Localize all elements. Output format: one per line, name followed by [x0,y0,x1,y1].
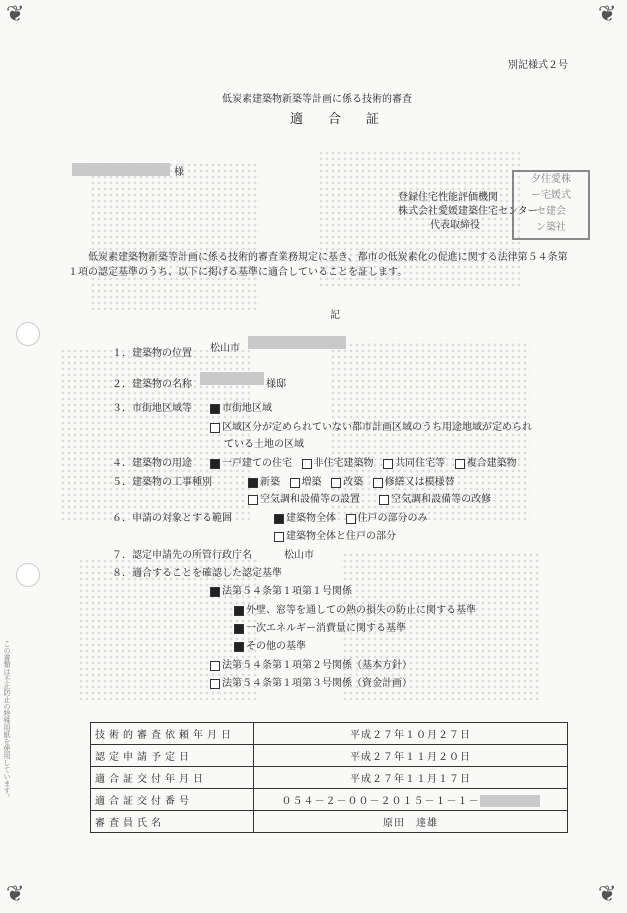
item6-options: 建築物全体 住戸の部分のみ [274,509,428,524]
item8-s3: 法第５４条第１項第３号関係（資金計画） [210,674,412,689]
item7-value: 松山市 [284,550,314,561]
redacted-name [200,372,264,385]
checkbox-checked [210,587,220,597]
redacted-address [248,336,346,349]
item8-s1: 法第５４条第１項第１号関係 [210,582,352,597]
company-seal: 夕住愛株 ー宅媛式 セ建会 ン築社 [512,170,590,240]
item3-label: ３．市街地区域等 [112,403,192,414]
corner-ornament-icon: ❦ [598,2,617,27]
checkbox-unchecked [210,679,220,689]
punch-hole [16,563,40,587]
statement-text: 低炭素建築物新築等計画に係る技術的審査業務規定に基き、都市の低炭素化の促進に関する法律第５４条第１項の認定基準のうち、以下に掲げる基準に適合していることを証します。 [68,252,568,278]
table-label: 技術的審査依頼年月日 [91,723,254,745]
checkbox-unchecked [346,514,356,524]
table-value: 平成２７年１１月２０日 [254,745,568,767]
item7-label: ７．認定申請先の所管行政庁名 [112,550,252,561]
item8-label: ８．適合することを確認した認定基準 [112,568,282,579]
checkbox-unchecked [455,459,465,469]
checkbox-checked [210,404,220,414]
issuance-number: ０５４－２－００－２０１５－１－１－ [281,795,480,807]
item6-label: ６．申請の対象とする範囲 [112,513,232,524]
item8-s1a: 外壁、窓等を通しての熱の損失の防止に関する基準 [234,601,476,616]
corner-ornament-icon: ❦ [598,882,617,907]
item8-s2: 法第５４条第１項第２号関係（基本方針） [210,656,412,671]
item8-s1b: 一次エネルギー消費量に関する基準 [234,619,406,634]
checkbox-unchecked [373,478,383,488]
item1-value: 松山市 [210,343,240,354]
item2-label: ２．建築物の名称 [112,379,192,390]
table-row [91,789,568,811]
corner-ornament-icon: ❦ [6,2,25,27]
item8-s1c: その他の基準 [234,637,306,652]
info-table [90,722,568,833]
redacted-number [480,795,540,807]
checkbox-checked [234,642,244,652]
item6-opt3: 建築物全体と住戸の部分 [274,527,396,542]
checkbox-checked [248,478,258,488]
issuer-line3: 代表取締役 [430,220,490,231]
item5-options: 新築 増築 改築 修繕又は模様替 [248,473,455,488]
checkbox-unchecked [210,423,220,433]
document-title: 適 合 証 [290,112,386,127]
checkbox-checked [210,459,220,469]
redacted-recipient [72,163,170,176]
checkbox-unchecked [274,532,284,542]
item3-opt1: 市街地区域 [210,399,272,414]
issuer-line2: 株式会社愛媛建築住宅センター [398,206,538,217]
item3-opt2-cont: ている土地の区域 [224,439,304,450]
item5-label: ５．建築物の工事種別 [112,477,212,488]
document-subtitle: 低炭素建築物新築等計画に係る技術的審査 [222,94,412,105]
corner-ornament-icon: ❦ [6,882,25,907]
side-note: この書類は不正防止の特殊用紙を使用しています。 [3,640,11,801]
table-row [91,767,568,789]
table-row [91,811,568,833]
issuer-line1: 登録住宅性能評価機関 [398,192,498,203]
item4-options: 一戸建ての住宅 非住宅建築物 共同住宅等 複合建築物 [210,454,517,469]
punch-hole [16,322,40,346]
checkbox-checked [234,606,244,616]
ki-label: 記 [330,310,340,321]
checkbox-checked [234,624,244,634]
item3-opt2: 区域区分が定められていない都市計画区域のうち用途地域が定められ [210,418,532,433]
table-label: 認定申請予定日 [91,745,254,767]
item4-label: ４．建築物の用途 [112,458,192,469]
checkbox-unchecked [383,459,393,469]
item2-value: 様邸 [266,379,286,390]
table-row [91,745,568,767]
table-value: 原田 達雄 [254,811,568,833]
table-row [91,723,568,745]
recipient-suffix: 様 [174,167,184,178]
checkbox-unchecked [379,495,389,505]
checkbox-unchecked [331,478,341,488]
table-label: 審査員氏名 [91,811,254,833]
checkbox-checked [274,514,284,524]
form-number: 別記様式２号 [508,60,568,71]
checkbox-unchecked [302,459,312,469]
checkbox-unchecked [210,661,220,671]
table-value: 平成２７年１０月２７日 [254,723,568,745]
table-label: 適合証交付年月日 [91,767,254,789]
item1-label: １．建築物の位置 [112,348,192,359]
table-value: 平成２７年１１月１７日 [254,767,568,789]
checkbox-unchecked [290,478,300,488]
table-value [254,789,568,811]
checkbox-unchecked [248,495,258,505]
table-label: 適合証交付番号 [91,789,254,811]
item5-options2: 空気調和設備等の設置 空気調和設備等の改修 [248,490,491,505]
